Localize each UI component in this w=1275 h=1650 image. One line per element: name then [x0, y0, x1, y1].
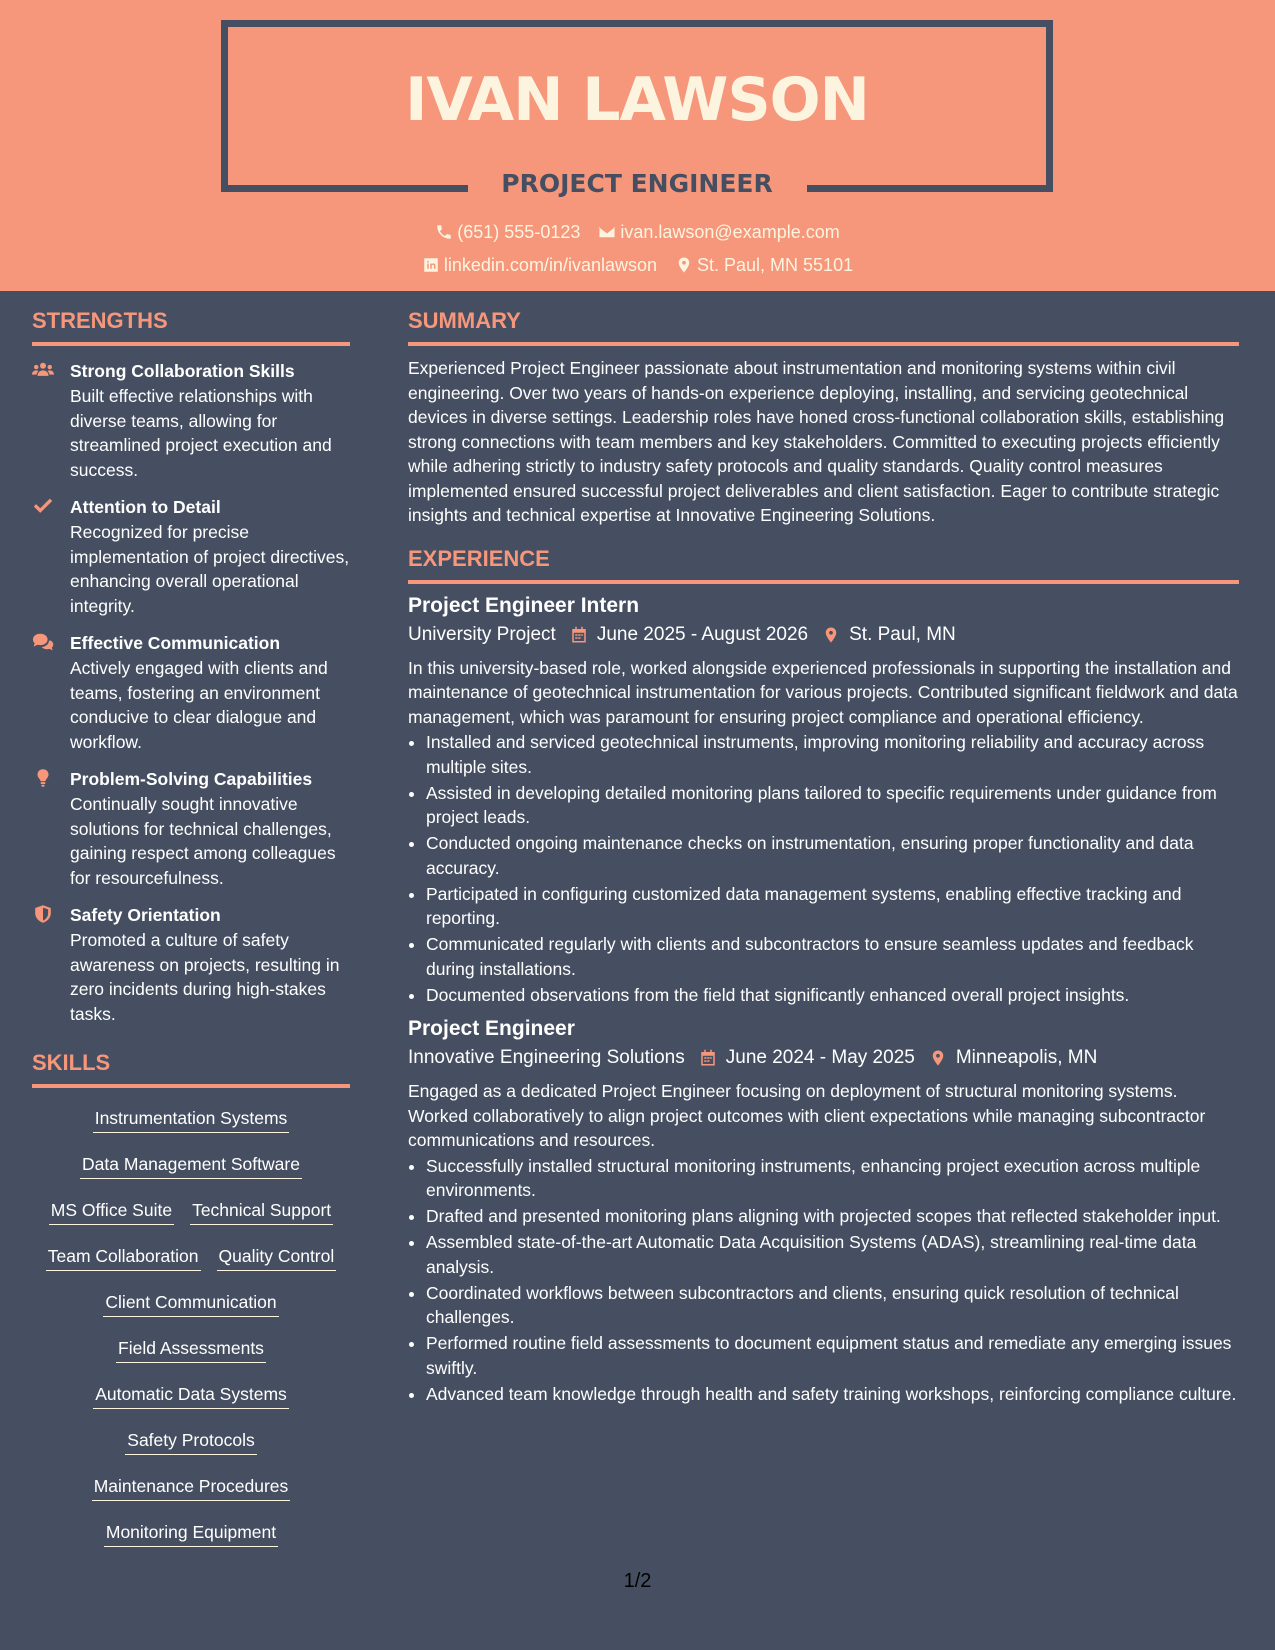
- skill-tag: MS Office Suite: [49, 1198, 174, 1225]
- map-pin-icon: [675, 256, 693, 274]
- bullet-item: • Communicated regularly with clients and subcontractors to ensure seamless updates and feedback during installations.: [426, 932, 1239, 981]
- job-dates: June 2025 - August 2026: [596, 623, 809, 645]
- strength-text: Promoted a culture of safety awareness on projects, resulting in zero incidents during high-stakes tasks.: [70, 930, 340, 1024]
- bullet-item: • Assisted in developing detailed monitoring plans tailored to specific requirements under guidance from project leads.: [426, 781, 1239, 830]
- strength-text: Built effective relationships with diverse teams, allowing for streamlined project execution and success.: [70, 386, 332, 480]
- skill-tag: Quality Control: [217, 1244, 337, 1271]
- job-dates: June 2024 - May 2025: [725, 1047, 915, 1068]
- bullet-item: • Performed routine field assessments to document equipment status and remediate any emerging issues swiftly.: [426, 1331, 1239, 1380]
- bullet-item: • Conducted ongoing maintenance checks on instrumentation, ensuring proper functionality and data accuracy.: [426, 831, 1239, 880]
- experience-heading: EXPERIENCE: [408, 544, 1239, 584]
- envelope-icon: [598, 223, 616, 241]
- strength-title: Effective Communication: [70, 633, 281, 653]
- bullet-item: • Drafted and presented monitoring plans aligning with projected scopes that reflected stakeholder input.: [426, 1204, 1239, 1229]
- skill-tag: Automatic Data Systems: [93, 1382, 289, 1409]
- skill-tag: Technical Support: [190, 1198, 333, 1225]
- job-bullets: [408, 1154, 1239, 1407]
- strength-title: Safety Orientation: [70, 905, 221, 925]
- map-pin-icon: [929, 1049, 947, 1067]
- comments-icon: [32, 630, 70, 754]
- linkedin-icon: [422, 256, 440, 274]
- bullet-item: • Coordinated workflows between subcontractors and clients, ensuring quick resolution of technical challenges.: [426, 1281, 1239, 1330]
- map-pin-icon: [822, 626, 840, 644]
- job-title: PROJECT ENGINEER: [501, 169, 773, 198]
- skill-tag: Safety Protocols: [125, 1428, 256, 1455]
- skills-list: [32, 1106, 350, 1566]
- strength-text: Actively engaged with clients and teams, fostering an environment conducive to clear dialogue and workflow.: [70, 658, 328, 752]
- job-entry: [408, 1015, 1239, 1406]
- contact-line-1: [0, 219, 1275, 245]
- job-location: St. Paul, MN: [849, 623, 956, 645]
- job-role: Project Engineer: [408, 1017, 575, 1040]
- summary-text: Experienced Project Engineer passionate about instrumentation and monitoring systems within civil engineering. Over two years of hands-on experience deploying, installing, and servicing geotechnical devices in diverse settings. Leadership roles have honed cross-functional collaboration skills, establishing strong connections with team members and key stakeholders. Committed to executing projects efficiently while adhering strictly to industry safety protocols and quality standards. Quality control measures implemented ensured successful project deliverables and client satisfaction. Eager to contribute strategic insights and technical expertise at Innovative Engineering Solutions.: [408, 358, 1225, 525]
- bullet-item: • Advanced team knowledge through health and safety training workshops, reinforcing compliance culture.: [426, 1382, 1239, 1407]
- strength-text: Recognized for precise implementation of project directives, enhancing overall operational integrity.: [70, 522, 350, 616]
- summary-heading: SUMMARY: [408, 306, 1239, 346]
- strengths-heading: STRENGTHS: [32, 306, 350, 346]
- job-description: Engaged as a dedicated Project Engineer focusing on deployment of structural monitoring systems. Worked collaboratively to align project outcomes with client expectations while managing subcontractor communications and resources.: [408, 1081, 1206, 1150]
- contact-location: St. Paul, MN 55101: [675, 252, 853, 278]
- job-company: University Project: [408, 623, 556, 645]
- job-entry: [408, 592, 1239, 1008]
- skill-tag: Data Management Software: [80, 1152, 302, 1179]
- skill-tag: Maintenance Procedures: [92, 1474, 291, 1501]
- strength-item: [32, 766, 350, 890]
- strength-title: Attention to Detail: [70, 497, 221, 517]
- strength-text: Continually sought innovative solutions for technical challenges, gaining respect among colleagues for resourcefulness.: [70, 794, 336, 888]
- skills-heading: SKILLS: [32, 1048, 350, 1088]
- job-meta: [408, 620, 1239, 650]
- job-description: In this university-based role, worked alongside experienced professionals in supporting the installation and maintenance of geotechnical instrumentation for various projects. Contributed significant fieldwork and data management, which was paramount for ensuring project compliance and operational efficiency.: [408, 657, 1238, 727]
- job-role: Project Engineer Intern: [408, 593, 640, 617]
- strength-title: Problem-Solving Capabilities: [70, 769, 313, 789]
- strength-title: Strong Collaboration Skills: [70, 361, 295, 381]
- lightbulb-icon: [32, 766, 70, 890]
- contact-email[interactable]: ivan.lawson@example.com: [598, 219, 839, 245]
- candidate-name: IVAN LAWSON: [405, 65, 869, 135]
- header: [0, 0, 1275, 291]
- skill-tag: Monitoring Equipment: [104, 1520, 278, 1547]
- strength-item: [32, 358, 350, 482]
- left-column: [32, 306, 350, 1566]
- bullet-item: • Participated in configuring customized data management systems, enabling effective tracking and reporting.: [426, 882, 1239, 931]
- skill-tag: Team Collaboration: [46, 1244, 201, 1271]
- strength-item: [32, 902, 350, 1026]
- shield-icon: [32, 902, 70, 1026]
- contact-line-2: [0, 252, 1275, 278]
- bullet-item: • Assembled state-of-the-art Automatic Data Acquisition Systems (ADAS), streamlining real-time data analysis.: [426, 1230, 1239, 1279]
- job-bullets: [408, 730, 1239, 1007]
- bullet-item: • Installed and serviced geotechnical instruments, improving monitoring reliability and accuracy across multiple sites.: [426, 730, 1239, 779]
- contact-linkedin[interactable]: linkedin.com/in/ivanlawson: [422, 252, 657, 278]
- skill-tag: Instrumentation Systems: [93, 1106, 290, 1133]
- calendar-icon: [570, 626, 588, 644]
- strength-item: [32, 630, 350, 754]
- phone-icon: [435, 223, 453, 241]
- strength-item: [32, 494, 350, 618]
- job-location: Minneapolis, MN: [955, 1047, 1098, 1068]
- right-column: [408, 306, 1239, 1408]
- skill-tag: Client Communication: [103, 1290, 278, 1317]
- page-number: 1/2: [623, 1570, 652, 1592]
- check-icon: [32, 494, 70, 618]
- job-meta: [408, 1043, 1239, 1073]
- bullet-item: • Documented observations from the field that significantly enhanced overall project insights.: [426, 983, 1239, 1008]
- bullet-item: • Successfully installed structural monitoring instruments, enhancing project execution across multiple environments.: [426, 1154, 1239, 1203]
- skill-tag: Field Assessments: [116, 1336, 266, 1363]
- users-icon: [32, 358, 70, 482]
- job-company: Innovative Engineering Solutions: [408, 1047, 685, 1068]
- contact-phone[interactable]: (651) 555-0123: [435, 219, 580, 245]
- calendar-icon: [699, 1049, 717, 1067]
